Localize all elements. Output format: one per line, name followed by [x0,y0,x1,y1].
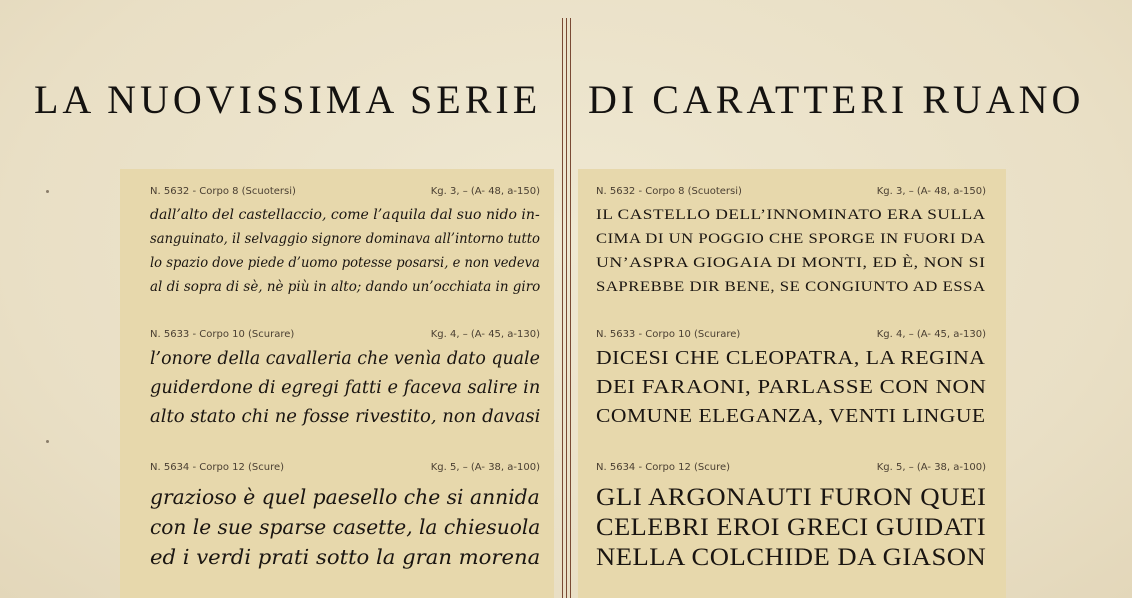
specimen-price: Kg. 5, – (A- 38, a-100) [876,462,986,473]
specimen-text-line: grazioso è quel paesello che si annida [150,485,540,509]
specimen-price: Kg. 4, – (A- 45, a-130) [430,329,540,340]
center-gutter-rule [562,18,563,598]
margin-dot [46,190,49,193]
specimen-code: N. 5634 - Corpo 12 (Scure) [596,462,731,473]
margin-dot [46,440,49,443]
specimen-code: N. 5632 - Corpo 8 (Scuotersi) [596,186,742,197]
specimen-text-line: l’onore della cavalleria che venìa dato quale [150,349,540,369]
specimen-text-line: lo spazio dove piede d’uomo potesse posarsi, e non vedeva [150,255,540,271]
specimen-text-line: DICESI CHE CLEOPATRA, LA REGINA [596,347,986,369]
specimen-text-line: NELLA COLCHIDE DA GIASON [596,542,987,571]
specimen-text-line: al di sopra di sè, nè più in alto; dando un’occhiata in giro [150,279,541,295]
center-gutter-rule [570,18,571,598]
center-gutter-rule [566,18,567,598]
specimen-text-line: ed i verdi prati sotto la gran morena [150,545,541,569]
right-specimen-panel [578,169,1006,598]
specimen-text-line: con le sue sparse casette, la chiesuola [150,515,541,539]
page-title-right: DI CARATTERI RUANO [588,77,1085,122]
specimen-price: Kg. 3, – (A- 48, a-150) [876,186,986,197]
specimen-price: Kg. 5, – (A- 38, a-100) [430,462,540,473]
specimen-code: N. 5633 - Corpo 10 (Scurare) [596,329,741,340]
page-title-left: LA NUOVISSIMA SERIE [34,77,542,122]
specimen-text-line: sanguinato, il selvaggio signore dominava all’intorno tutto [150,231,540,247]
specimen-text-line: SAPREBBE DIR BENE, SE CONGIUNTO AD ESSA [596,278,986,295]
specimen-text-line: dall’alto del castellaccio, come l’aquila dal suo nido in- [150,207,540,223]
specimen-text-line: COMUNE ELEGANZA, VENTI LINGUE [596,405,986,427]
specimen-text-line: alto stato chi ne fosse rivestito, non davasi [150,407,541,427]
specimen-text-line: CIMA DI UN POGGIO CHE SPORGE IN FUORI DA [596,230,986,247]
specimen-price: Kg. 3, – (A- 48, a-150) [430,186,540,197]
specimen-text-line: IL CASTELLO DELL’INNOMINATO ERA SULLA [596,206,986,223]
specimen-code: N. 5633 - Corpo 10 (Scurare) [150,329,295,340]
specimen-text-line: CELEBRI EROI GRECI GUIDATI [596,512,987,541]
specimen-text-line: GLI ARGONAUTI FURON QUEI [596,482,987,511]
specimen-text-line: guiderdone di egregi fatti e faceva salire in [150,378,541,398]
specimen-code: N. 5634 - Corpo 12 (Scure) [150,462,285,473]
left-specimen-panel [120,169,554,598]
specimen-text-line: UN’ASPRA GIOGAIA DI MONTI, ED È, NON SI [596,254,986,271]
specimen-code: N. 5632 - Corpo 8 (Scuotersi) [150,186,296,197]
specimen-price: Kg. 4, – (A- 45, a-130) [876,329,986,340]
specimen-text-line: DEI FARAONI, PARLASSE CON NON [596,376,987,398]
